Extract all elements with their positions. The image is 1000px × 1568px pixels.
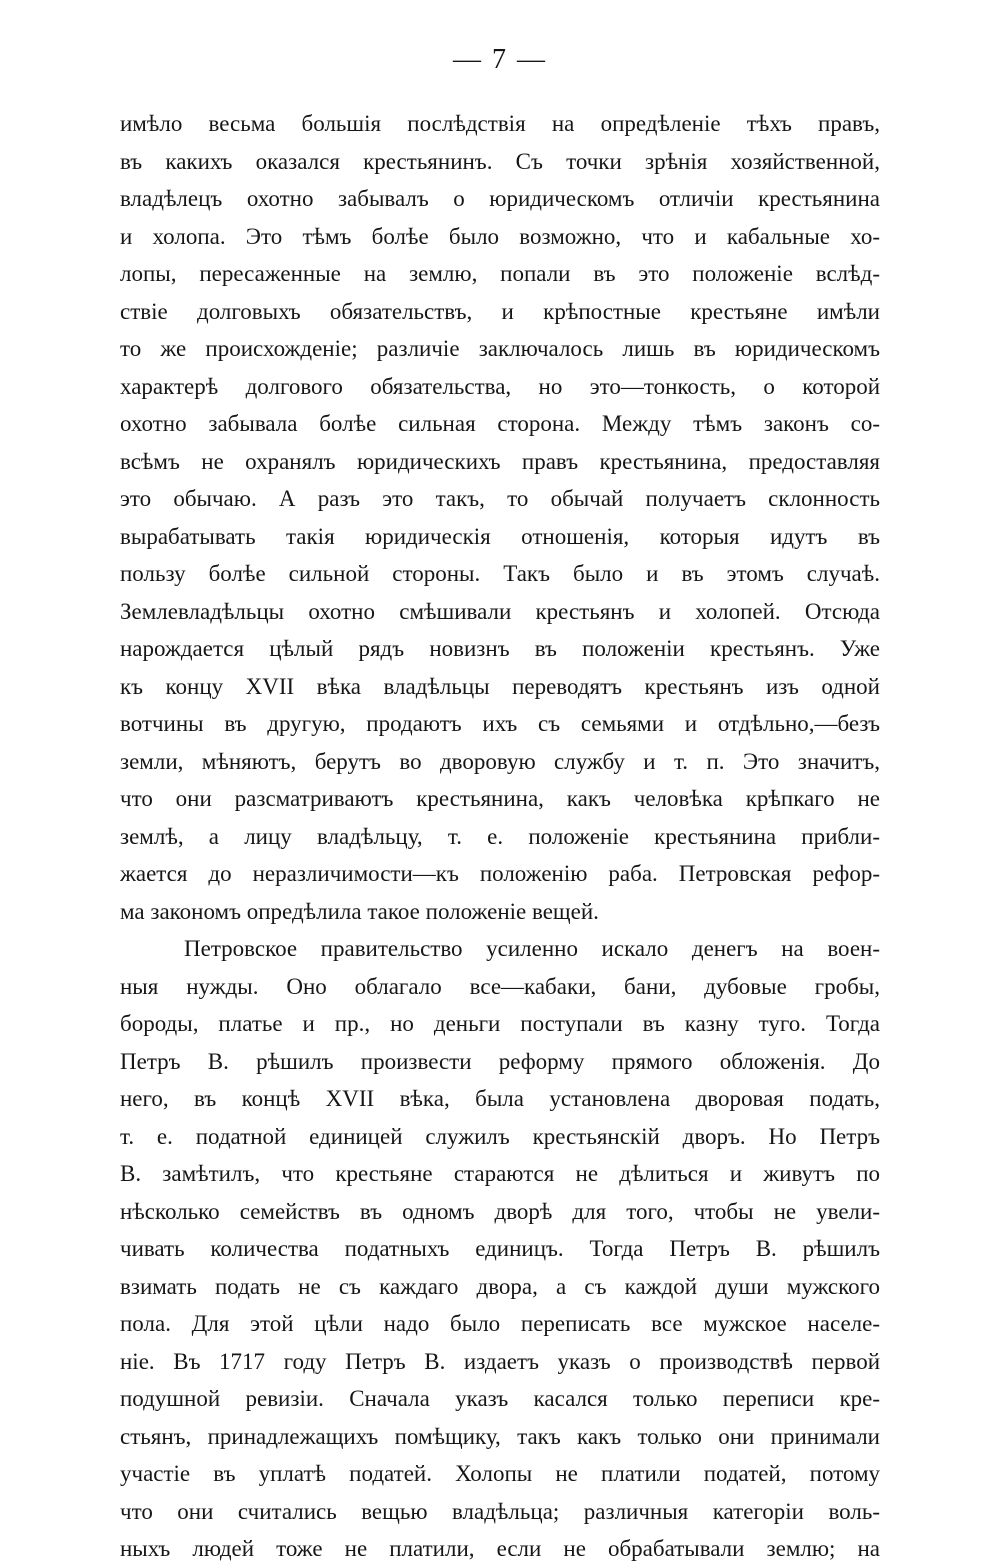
text-line: ма закономъ опредѣлила такое положеніе вещей. bbox=[120, 898, 599, 924]
text-line: ныя нужды. Оно облагало все—кабаки, бани, дубовые гробы, bbox=[120, 973, 880, 999]
text-line: имѣло весьма большія послѣдствія на опредѣленіе тѣхъ правъ, bbox=[120, 111, 880, 136]
text-line: пола. Для этой цѣли надо было переписать все мужское населе- bbox=[120, 1311, 880, 1336]
paragraph bbox=[120, 930, 880, 1568]
text-line: ныхъ людей тоже не платили, если не обрабатывали землю; на bbox=[120, 1536, 880, 1561]
text-line: это обычаю. А разъ это такъ, то обычай получаетъ склонность bbox=[120, 486, 880, 511]
text-line: охотно забывала болѣе сильная сторона. Между тѣмъ законъ со- bbox=[120, 411, 880, 436]
text-line: чивать количества податныхъ единицъ. Тогда Петръ В. рѣшилъ bbox=[120, 1236, 880, 1261]
text-line: участіе въ уплатѣ податей. Холопы не платили податей, потому bbox=[120, 1461, 880, 1486]
text-line: ствіе долговыхъ обязательствъ, и крѣпостные крестьяне имѣли bbox=[120, 298, 880, 324]
text-line: то же происхожденіе; различіе заключалось лишь въ юридическомъ bbox=[120, 336, 880, 361]
text-line: подушной ревизіи. Сначала указъ касался только переписи кре- bbox=[120, 1386, 880, 1411]
text-line: В. замѣтилъ, что крестьяне стараются не дѣлиться и живутъ по bbox=[120, 1161, 880, 1186]
text-line: къ концу XVII вѣка владѣльцы переводятъ крестьянъ изъ одной bbox=[120, 673, 880, 699]
text-line: земли, мѣняютъ, берутъ во дворовую службу и т. п. Это значитъ, bbox=[120, 748, 880, 774]
text-line: владѣлецъ охотно забывалъ о юридическомъ отличіи крестьянина bbox=[120, 186, 880, 211]
text-line: нѣсколько семействъ въ одномъ дворѣ для того, чтобы не увели- bbox=[120, 1198, 880, 1224]
text-line: характерѣ долгового обязательства, но это—тонкость, о которой bbox=[120, 373, 880, 399]
text-line: стьянъ, принадлежащихъ помѣщику, такъ какъ только они принимали bbox=[120, 1423, 880, 1449]
text-line: что они разсматриваютъ крестьянина, какъ человѣка крѣпкаго не bbox=[120, 786, 880, 811]
text-line: Петръ В. рѣшилъ произвести реформу прямого обложенія. До bbox=[120, 1048, 880, 1074]
text-line: въ какихъ оказался крестьянинъ. Съ точки зрѣнія хозяйственной, bbox=[120, 148, 880, 174]
text-line: взимать подать не съ каждаго двора, а съ каждой души мужского bbox=[120, 1273, 880, 1299]
text-line: бороды, платье и пр., но деньги поступали въ казну туго. Тогда bbox=[120, 1011, 880, 1036]
body-text bbox=[120, 105, 880, 1568]
text-line: всѣмъ не охранялъ юридическихъ правъ крестьянина, предоставляя bbox=[120, 448, 880, 474]
text-line: жается до неразличимости—къ положенію раба. Петровская рефор- bbox=[120, 861, 880, 886]
page-number: — 7 — bbox=[453, 44, 547, 75]
text-line: Землевладѣльцы охотно смѣшивали крестьянъ и холопей. Отсюда bbox=[120, 598, 880, 624]
text-line: ніе. Въ 1717 году Петръ В. издаетъ указъ о производствѣ первой bbox=[120, 1348, 880, 1374]
text-line: землѣ, а лицу владѣльцу, т. е. положеніе крестьянина прибли- bbox=[120, 823, 880, 849]
text-line: вотчины въ другую, продаютъ ихъ съ семьями и отдѣльно,—безъ bbox=[120, 711, 880, 736]
text-line: что они считались вещью владѣльца; различныя категоріи воль- bbox=[120, 1498, 880, 1524]
text-line: пользу болѣе сильной стороны. Такъ было и въ этомъ случаѣ. bbox=[120, 561, 880, 586]
text-line: т. е. податной единицей служилъ крестьянскій дворъ. Но Петръ bbox=[120, 1123, 880, 1149]
paragraph bbox=[120, 105, 880, 930]
text-line: вырабатывать такія юридическія отношенія, которыя идутъ въ bbox=[120, 523, 880, 549]
text-line: нарождается цѣлый рядъ новизнъ въ положеніи крестьянъ. Уже bbox=[120, 636, 880, 661]
text-line: лопы, пересаженные на землю, попали въ это положеніе вслѣд- bbox=[120, 261, 880, 286]
text-line: него, въ концѣ XVII вѣка, была установлена дворовая подать, bbox=[120, 1086, 880, 1111]
text-line: и холопа. Это тѣмъ болѣе было возможно, что и кабальные хо- bbox=[120, 223, 880, 249]
text-line: Петровское правительство усиленно искало денегъ на воен- bbox=[184, 936, 880, 961]
